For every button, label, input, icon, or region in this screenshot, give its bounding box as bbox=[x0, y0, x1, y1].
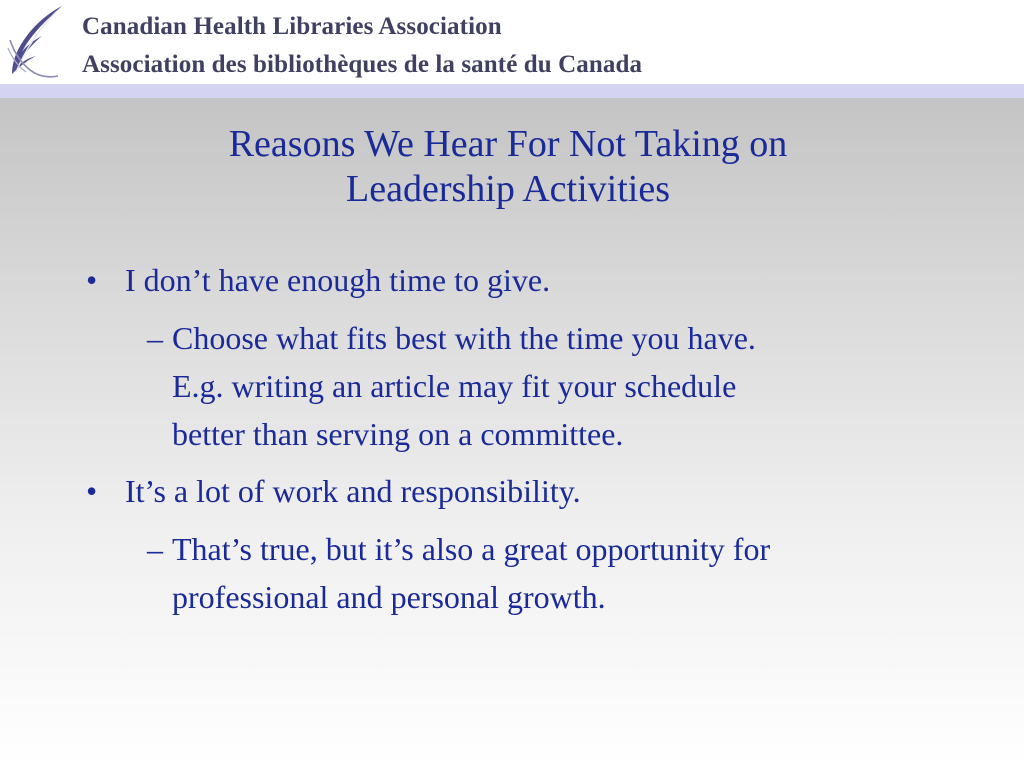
bullet-item-1: I don’t have enough time to give. bbox=[125, 262, 551, 298]
sub-bullet-1-line-1: Choose what fits best with the time you have. bbox=[172, 320, 756, 356]
sub-bullet-2-line-2: professional and personal growth. bbox=[172, 579, 606, 615]
org-name-english: Canadian Health Libraries Association bbox=[82, 13, 502, 40]
sub-bullet-2-line-1: That’s true, but it’s also a great opportunity for bbox=[172, 531, 771, 567]
title-line-2: Leadership Activities bbox=[346, 168, 670, 210]
bullet-marker: • bbox=[86, 262, 98, 298]
bullet-item-2: It’s a lot of work and responsibility. bbox=[125, 473, 581, 509]
sub-bullet-1-line-2: E.g. writing an article may fit your schedule bbox=[172, 368, 737, 404]
sub-bullet-marker: – bbox=[147, 320, 163, 356]
sub-bullet-marker: – bbox=[147, 531, 163, 567]
org-name-french: Association des bibliothèques de la santé du Canada bbox=[82, 51, 643, 78]
bullet-marker: • bbox=[86, 473, 98, 509]
title-line-1: Reasons We Hear For Not Taking on bbox=[228, 123, 788, 165]
sub-bullet-1-line-3: better than serving on a committee. bbox=[172, 416, 624, 452]
